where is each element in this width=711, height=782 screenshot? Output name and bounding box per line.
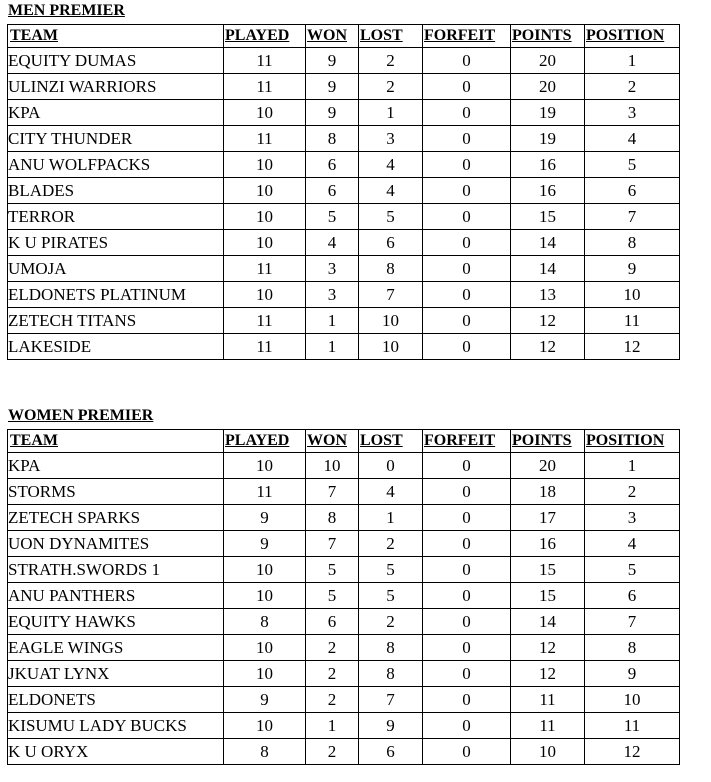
forfeit-cell: 0 (423, 557, 511, 583)
men-table-body (8, 48, 680, 360)
forfeit-cell: 0 (423, 505, 511, 531)
column-header-forfeit: FORFEIT (423, 25, 511, 48)
team-cell: EAGLE WINGS (8, 635, 224, 661)
points-cell: 12 (511, 661, 585, 687)
team-cell: UON DYNAMITES (8, 531, 224, 557)
team-cell: STRATH.SWORDS 1 (8, 557, 224, 583)
table-row (8, 739, 680, 765)
played-cell: 9 (224, 505, 306, 531)
points-cell: 19 (511, 126, 585, 152)
won-cell: 8 (306, 126, 359, 152)
table-row (8, 204, 680, 230)
points-cell: 20 (511, 48, 585, 74)
won-cell: 9 (306, 48, 359, 74)
column-header-lost: LOST (359, 25, 423, 48)
played-cell: 10 (224, 282, 306, 308)
played-cell: 10 (224, 713, 306, 739)
team-cell: KPA (8, 100, 224, 126)
won-cell: 1 (306, 334, 359, 360)
table-row (8, 126, 680, 152)
lost-cell: 1 (359, 100, 423, 126)
position-cell: 2 (585, 479, 680, 505)
lost-cell: 9 (359, 713, 423, 739)
won-cell: 3 (306, 282, 359, 308)
table-row (8, 152, 680, 178)
won-cell: 9 (306, 100, 359, 126)
won-cell: 2 (306, 661, 359, 687)
table-row (8, 609, 680, 635)
forfeit-cell: 0 (423, 453, 511, 479)
position-cell: 3 (585, 505, 680, 531)
won-cell: 10 (306, 453, 359, 479)
forfeit-cell: 0 (423, 230, 511, 256)
lost-cell: 7 (359, 687, 423, 713)
table-row (8, 687, 680, 713)
forfeit-cell: 0 (423, 178, 511, 204)
lost-cell: 10 (359, 334, 423, 360)
played-cell: 10 (224, 152, 306, 178)
table-row (8, 178, 680, 204)
position-cell: 7 (585, 609, 680, 635)
table-row (8, 230, 680, 256)
table-row (8, 505, 680, 531)
lost-cell: 8 (359, 661, 423, 687)
won-cell: 8 (306, 505, 359, 531)
table-row (8, 531, 680, 557)
points-cell: 19 (511, 100, 585, 126)
forfeit-cell: 0 (423, 479, 511, 505)
played-cell: 11 (224, 126, 306, 152)
team-cell: ULINZI WARRIORS (8, 74, 224, 100)
table-row (8, 74, 680, 100)
played-cell: 11 (224, 308, 306, 334)
played-cell: 11 (224, 74, 306, 100)
table-row (8, 635, 680, 661)
column-header-team: TEAM (8, 430, 224, 453)
points-cell: 13 (511, 282, 585, 308)
table-row (8, 256, 680, 282)
lost-cell: 8 (359, 256, 423, 282)
position-cell: 12 (585, 739, 680, 765)
points-cell: 11 (511, 713, 585, 739)
won-cell: 1 (306, 308, 359, 334)
team-cell: ELDONETS (8, 687, 224, 713)
table-row (8, 479, 680, 505)
column-header-played: PLAYED (224, 25, 306, 48)
lost-cell: 2 (359, 74, 423, 100)
men-premier-table (7, 24, 680, 360)
points-cell: 12 (511, 308, 585, 334)
won-cell: 5 (306, 204, 359, 230)
forfeit-cell: 0 (423, 74, 511, 100)
played-cell: 10 (224, 178, 306, 204)
lost-cell: 4 (359, 178, 423, 204)
lost-cell: 1 (359, 505, 423, 531)
position-cell: 11 (585, 713, 680, 739)
lost-cell: 2 (359, 609, 423, 635)
points-cell: 12 (511, 334, 585, 360)
column-header-played: PLAYED (224, 430, 306, 453)
won-cell: 2 (306, 635, 359, 661)
points-cell: 20 (511, 74, 585, 100)
position-cell: 1 (585, 453, 680, 479)
lost-cell: 5 (359, 204, 423, 230)
played-cell: 11 (224, 479, 306, 505)
forfeit-cell: 0 (423, 48, 511, 74)
played-cell: 11 (224, 48, 306, 74)
lost-cell: 8 (359, 635, 423, 661)
won-cell: 1 (306, 713, 359, 739)
table-row (8, 661, 680, 687)
team-cell: EQUITY HAWKS (8, 609, 224, 635)
team-cell: ANU PANTHERS (8, 583, 224, 609)
position-cell: 5 (585, 152, 680, 178)
played-cell: 10 (224, 230, 306, 256)
forfeit-cell: 0 (423, 713, 511, 739)
column-header-won: WON (306, 25, 359, 48)
team-cell: KPA (8, 453, 224, 479)
points-cell: 15 (511, 204, 585, 230)
won-cell: 6 (306, 152, 359, 178)
table-row (8, 583, 680, 609)
points-cell: 16 (511, 531, 585, 557)
won-cell: 7 (306, 479, 359, 505)
team-cell: EQUITY DUMAS (8, 48, 224, 74)
team-cell: ELDONETS PLATINUM (8, 282, 224, 308)
won-cell: 3 (306, 256, 359, 282)
played-cell: 8 (224, 739, 306, 765)
forfeit-cell: 0 (423, 126, 511, 152)
lost-cell: 4 (359, 152, 423, 178)
forfeit-cell: 0 (423, 635, 511, 661)
lost-cell: 0 (359, 453, 423, 479)
forfeit-cell: 0 (423, 334, 511, 360)
played-cell: 10 (224, 204, 306, 230)
position-cell: 12 (585, 334, 680, 360)
played-cell: 10 (224, 635, 306, 661)
lost-cell: 5 (359, 557, 423, 583)
table-row (8, 334, 680, 360)
table-row (8, 557, 680, 583)
won-cell: 7 (306, 531, 359, 557)
points-cell: 20 (511, 453, 585, 479)
position-cell: 9 (585, 256, 680, 282)
team-cell: UMOJA (8, 256, 224, 282)
team-cell: TERROR (8, 204, 224, 230)
points-cell: 18 (511, 479, 585, 505)
table-row (8, 48, 680, 74)
played-cell: 8 (224, 609, 306, 635)
lost-cell: 6 (359, 230, 423, 256)
forfeit-cell: 0 (423, 256, 511, 282)
position-cell: 11 (585, 308, 680, 334)
points-cell: 15 (511, 583, 585, 609)
team-cell: JKUAT LYNX (8, 661, 224, 687)
won-cell: 2 (306, 739, 359, 765)
position-cell: 8 (585, 635, 680, 661)
women-premier-title: WOMEN PREMIER (8, 407, 154, 424)
forfeit-cell: 0 (423, 609, 511, 635)
team-cell: K U PIRATES (8, 230, 224, 256)
table-row (8, 453, 680, 479)
played-cell: 10 (224, 661, 306, 687)
position-cell: 7 (585, 204, 680, 230)
lost-cell: 2 (359, 531, 423, 557)
column-header-won: WON (306, 430, 359, 453)
table-row (8, 308, 680, 334)
played-cell: 10 (224, 453, 306, 479)
lost-cell: 6 (359, 739, 423, 765)
table-row (8, 282, 680, 308)
team-cell: STORMS (8, 479, 224, 505)
forfeit-cell: 0 (423, 739, 511, 765)
column-header-team: TEAM (8, 25, 224, 48)
forfeit-cell: 0 (423, 308, 511, 334)
lost-cell: 7 (359, 282, 423, 308)
points-cell: 15 (511, 557, 585, 583)
column-header-lost: LOST (359, 430, 423, 453)
position-cell: 2 (585, 74, 680, 100)
team-cell: LAKESIDE (8, 334, 224, 360)
won-cell: 5 (306, 557, 359, 583)
won-cell: 9 (306, 74, 359, 100)
won-cell: 6 (306, 178, 359, 204)
played-cell: 9 (224, 687, 306, 713)
column-header-points: POINTS (511, 430, 585, 453)
played-cell: 11 (224, 256, 306, 282)
team-cell: ZETECH SPARKS (8, 505, 224, 531)
position-cell: 8 (585, 230, 680, 256)
position-cell: 4 (585, 531, 680, 557)
position-cell: 1 (585, 48, 680, 74)
played-cell: 10 (224, 557, 306, 583)
table-header-row (8, 25, 680, 48)
forfeit-cell: 0 (423, 583, 511, 609)
women-table-body (8, 453, 680, 765)
position-cell: 6 (585, 178, 680, 204)
women-premier-table (7, 429, 680, 765)
won-cell: 5 (306, 583, 359, 609)
points-cell: 10 (511, 739, 585, 765)
team-cell: ANU WOLFPACKS (8, 152, 224, 178)
position-cell: 10 (585, 282, 680, 308)
table-row (8, 100, 680, 126)
forfeit-cell: 0 (423, 100, 511, 126)
team-cell: KISUMU LADY BUCKS (8, 713, 224, 739)
position-cell: 10 (585, 687, 680, 713)
team-cell: CITY THUNDER (8, 126, 224, 152)
column-header-points: POINTS (511, 25, 585, 48)
played-cell: 10 (224, 583, 306, 609)
position-cell: 5 (585, 557, 680, 583)
points-cell: 11 (511, 687, 585, 713)
position-cell: 3 (585, 100, 680, 126)
points-cell: 14 (511, 609, 585, 635)
played-cell: 10 (224, 100, 306, 126)
played-cell: 11 (224, 334, 306, 360)
men-premier-title: MEN PREMIER (8, 2, 125, 19)
won-cell: 4 (306, 230, 359, 256)
points-cell: 14 (511, 256, 585, 282)
points-cell: 17 (511, 505, 585, 531)
position-cell: 4 (585, 126, 680, 152)
lost-cell: 3 (359, 126, 423, 152)
played-cell: 9 (224, 531, 306, 557)
points-cell: 14 (511, 230, 585, 256)
column-header-position: POSITION (585, 25, 680, 48)
team-cell: K U ORYX (8, 739, 224, 765)
lost-cell: 5 (359, 583, 423, 609)
table-header-row (8, 430, 680, 453)
team-cell: ZETECH TITANS (8, 308, 224, 334)
table-row (8, 713, 680, 739)
team-cell: BLADES (8, 178, 224, 204)
forfeit-cell: 0 (423, 282, 511, 308)
forfeit-cell: 0 (423, 531, 511, 557)
position-cell: 6 (585, 583, 680, 609)
points-cell: 16 (511, 152, 585, 178)
won-cell: 2 (306, 687, 359, 713)
forfeit-cell: 0 (423, 687, 511, 713)
won-cell: 6 (306, 609, 359, 635)
lost-cell: 2 (359, 48, 423, 74)
column-header-forfeit: FORFEIT (423, 430, 511, 453)
forfeit-cell: 0 (423, 204, 511, 230)
column-header-position: POSITION (585, 430, 680, 453)
lost-cell: 4 (359, 479, 423, 505)
position-cell: 9 (585, 661, 680, 687)
forfeit-cell: 0 (423, 661, 511, 687)
points-cell: 16 (511, 178, 585, 204)
lost-cell: 10 (359, 308, 423, 334)
points-cell: 12 (511, 635, 585, 661)
forfeit-cell: 0 (423, 152, 511, 178)
